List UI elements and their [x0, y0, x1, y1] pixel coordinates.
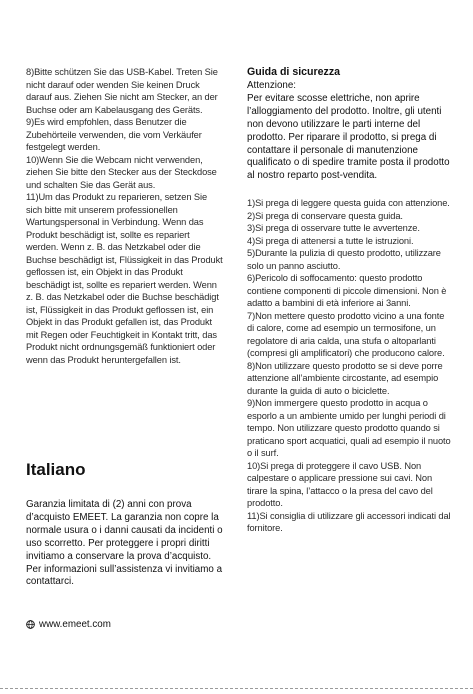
website-link[interactable]: [26, 619, 111, 630]
safety-item-8: 8)Non utilizzare questo prodotto se si deve porre attenzione all’ambiente circostante, ad esempio durante la guida di auto o biciclette.: [247, 360, 443, 396]
safety-item-10: 10)Si prega di proteggere il cavo USB. Non calpestare o applicare pressione sui cavi. Non tirare la spina, l’attacco o la presa del cavo del prodotto.: [247, 460, 433, 509]
german-item-9: 9)Es wird empfohlen, dass Benutzer die Zubehörteile verwenden, die vom Verkäufer festgelegt werden.: [26, 117, 202, 152]
attention-label: Attenzione:: [247, 80, 297, 91]
page-bottom-divider: [0, 688, 473, 689]
section-heading-italiano: Italiano: [26, 460, 86, 479]
warranty-text: [26, 499, 226, 589]
safety-guide: [247, 66, 453, 535]
website-url: www.emeet.com: [39, 619, 111, 630]
safety-item-2: 2)Si prega di conservare questa guida.: [247, 210, 403, 221]
german-item-11: 11)Um das Produkt zu reparieren, setzen Sie sich bitte mit unserem professionellen Wartungspersonal in Verbindung. Wenn das Produkt beschädigt ist, sollte es repariert werden. Wenn z. B. das Netzkabel oder die Buchse beschädigt ist, Flüssigkeit in das Produkt geflossen ist, ein Objekt in das Produkt beschädigt ist, sollte es repariert werden. Wenn z. B. das Netzkabel oder die Buchse beschädigt ist, Flüssigkeit in das Produkt geflossen ist, ein Objekt in das Produkt gefallen ist, das Produkt mit Regen oder Feuchtigkeit in Kontakt tritt, das Produkt nicht ordnungsgemäß funktioniert oder wenn das Produkt heruntergefallen ist.: [26, 192, 223, 365]
safety-item-3: 3)Si prega di osservare tutte le avvertenze.: [247, 223, 420, 234]
safety-guide-title: Guida di sicurezza: [247, 66, 341, 78]
german-safety-continued: [26, 66, 224, 366]
safety-item-9: 9)Non immergere questo prodotto in acqua o esporlo a un ambiente umido per lunghi periodi di tempo. Non utilizzare questo prodotto quando si praticano sport acquatici, quali ad esempio il nuoto o il surf.: [247, 398, 451, 459]
support-paragraph: Per informazioni sull’assistenza vi invitiamo a contattarci.: [26, 563, 223, 588]
safety-item-11: 11)Si consiglia di utilizzare gli accessori indicati dal fornitore.: [247, 510, 451, 534]
german-item-8: 8)Bitte schützen Sie das USB-Kabel. Treten Sie nicht darauf oder wenden Sie keinen Druck darauf aus. Ziehen Sie nicht am Stecker, an der Buchse oder am Kabelausgang des Geräts.: [26, 67, 218, 115]
safety-item-5: 5)Durante la pulizia di questo prodotto, utilizzare solo un panno asciutto.: [247, 248, 441, 271]
safety-guide-intro: [247, 80, 453, 183]
safety-item-4: 4)Si prega di attenersi a tutte le istruzioni.: [247, 235, 414, 246]
safety-item-7: 7)Non mettere questo prodotto vicino a una fonte di calore, come ad esempio un termosifone, un regolatore di aria calda, una stufa o altoparlanti (compresi gli amplificatori) che producono calore.: [247, 310, 445, 359]
globe-icon: [26, 620, 35, 629]
safety-guide-list: [247, 197, 453, 535]
attention-text: Per evitare scosse elettriche, non aprire l’alloggiamento del prodotto. Inoltre, gli utenti non devono utilizzare le parti interne del prodotto. Per riparare il prodotto, si prega di contattare il personale di manutenzione qualificato o di spedire tramite posta il prodotto al nostro reparto post-vendita.: [247, 92, 450, 182]
warranty-paragraph: Garanzia limitata di (2) anni con prova d’acquisto EMEET. La garanzia non copre la normale usura o i danni causati da incidenti o uso scorretto. Per proteggere i propri diritti invitiamo a conservare la prova d’acquisto.: [26, 499, 223, 562]
safety-item-6: 6)Pericolo di soffocamento: questo prodotto contiene componenti di piccole dimensioni. Non è adatto a bambini di età inferiore ai 3anni.: [247, 273, 447, 309]
safety-item-1: 1)Si prega di leggere questa guida con attenzione.: [247, 198, 450, 209]
german-item-10: 10)Wenn Sie die Webcam nicht verwenden, ziehen Sie bitte den Stecker aus der Steckdose und schalten Sie das Gerät aus.: [26, 154, 217, 190]
